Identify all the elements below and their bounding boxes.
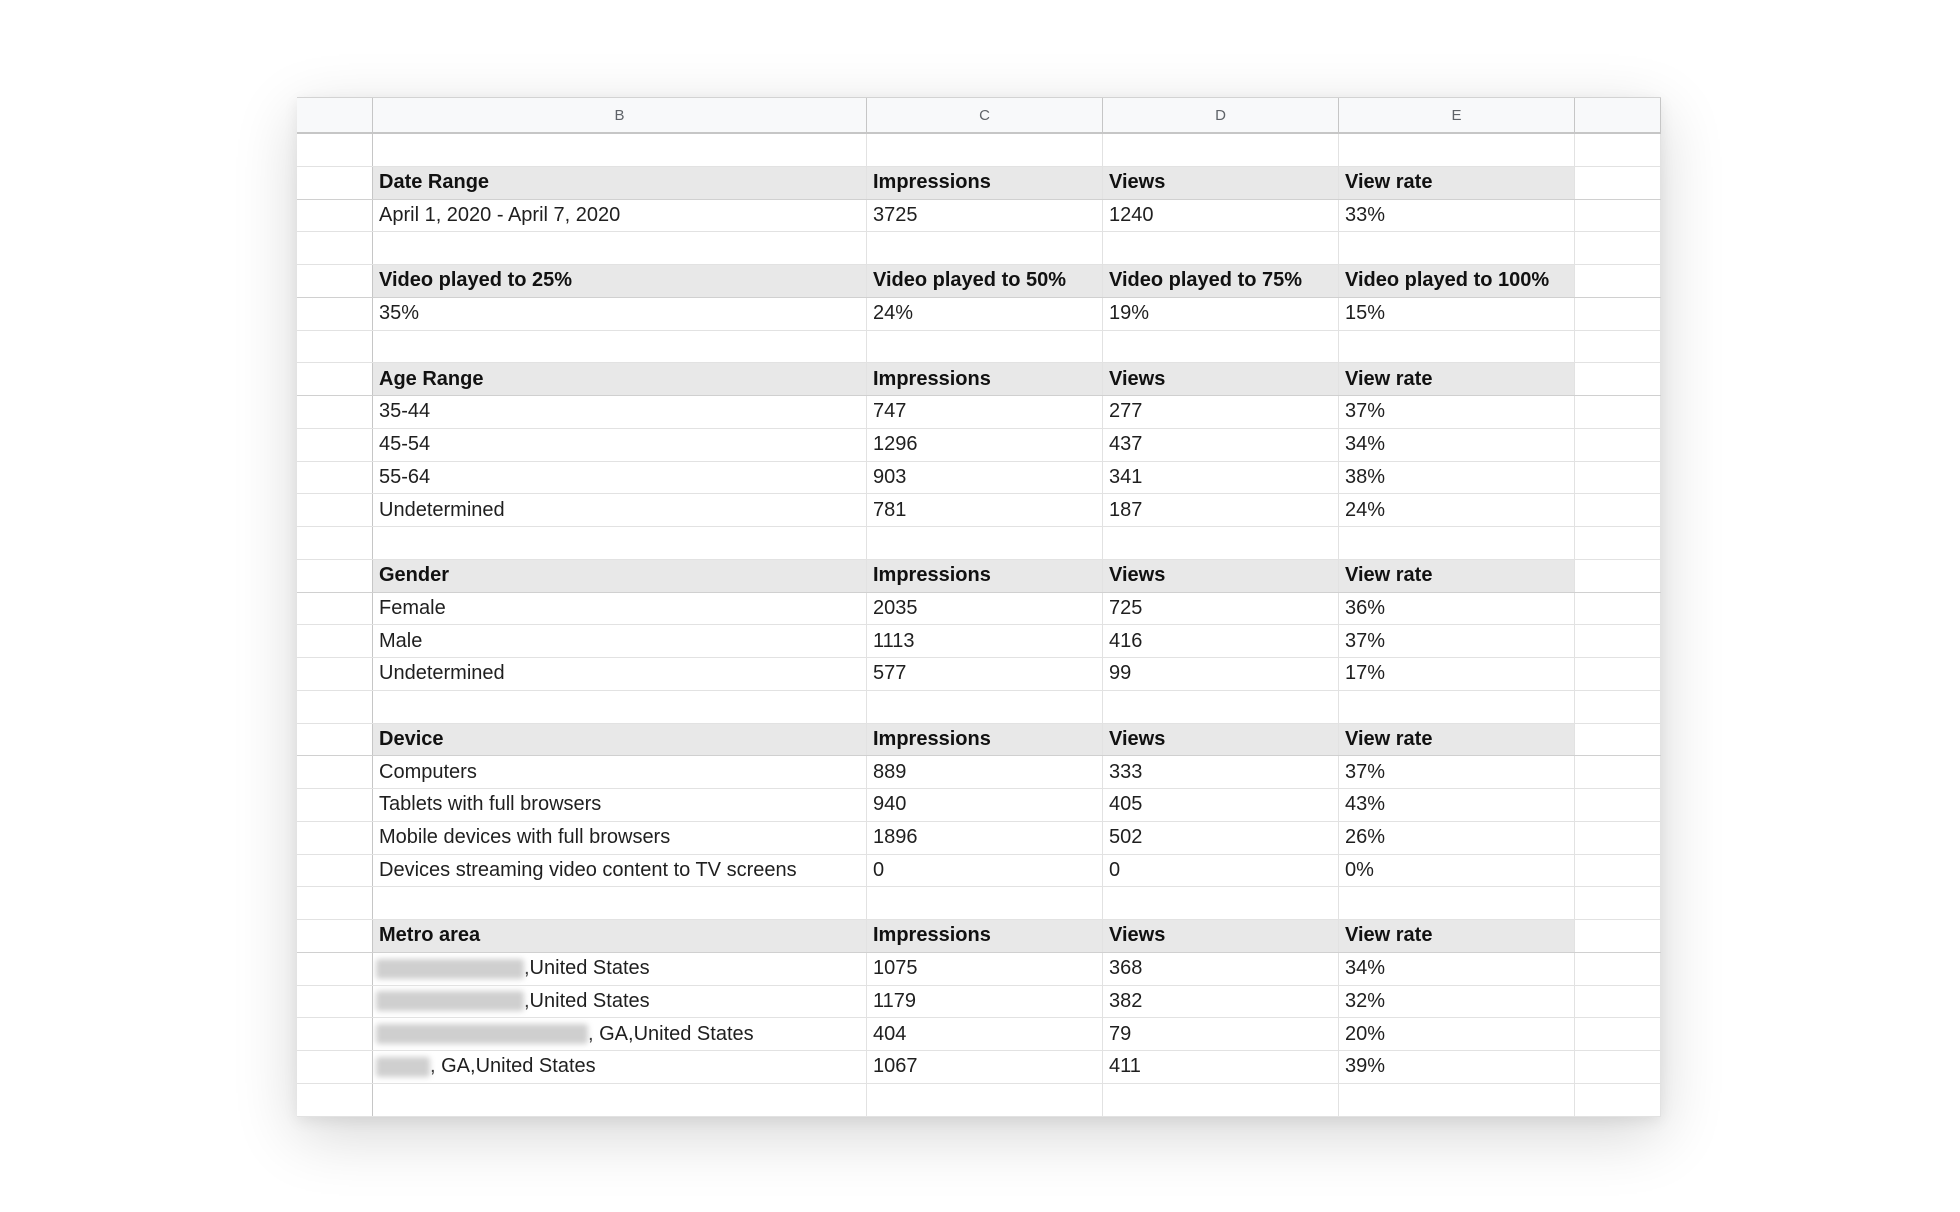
cell[interactable] [1575, 625, 1661, 657]
cell[interactable] [1103, 887, 1339, 919]
row-header[interactable] [297, 691, 373, 723]
header-cell[interactable]: View rate [1339, 363, 1575, 395]
header-cell[interactable]: Views [1103, 724, 1339, 756]
redacted-city [376, 1057, 430, 1077]
header-cell[interactable]: View rate [1339, 724, 1575, 756]
cell[interactable]: 17% [1339, 658, 1575, 690]
cell[interactable] [1339, 1084, 1575, 1116]
row-header[interactable] [297, 265, 373, 297]
cell[interactable]: 333 [1103, 756, 1339, 788]
cell[interactable] [1575, 986, 1661, 1018]
cell[interactable] [373, 232, 867, 264]
cell[interactable]: 1240 [1103, 200, 1339, 232]
row-header[interactable] [297, 167, 373, 199]
header-cell[interactable]: Video played to 75% [1103, 265, 1339, 297]
cell[interactable]: 35% [373, 298, 867, 330]
cell[interactable]: 79 [1103, 1018, 1339, 1050]
section-header-row [297, 724, 1661, 757]
cell-grid [297, 134, 1661, 1117]
metro-suffix: , GA,United States [430, 1055, 596, 1078]
table-row [297, 462, 1661, 495]
cell[interactable]: Undetermined [373, 494, 867, 526]
row-header[interactable] [297, 232, 373, 264]
table-row [297, 396, 1661, 429]
cell[interactable] [1575, 855, 1661, 887]
column-header-f[interactable] [1575, 98, 1661, 132]
cell[interactable] [867, 691, 1103, 723]
cell[interactable] [1575, 200, 1661, 232]
cell[interactable]: 32% [1339, 986, 1575, 1018]
row-header[interactable] [297, 658, 373, 690]
cell[interactable]: 37% [1339, 756, 1575, 788]
cell[interactable] [1575, 527, 1661, 559]
cell[interactable] [1575, 429, 1661, 461]
row-header[interactable] [297, 855, 373, 887]
header-cell[interactable]: Impressions [867, 920, 1103, 952]
header-cell[interactable]: Gender [373, 560, 867, 592]
cell[interactable]: Computers [373, 756, 867, 788]
cell[interactable]: April 1, 2020 - April 7, 2020 [373, 200, 867, 232]
cell[interactable]: 35-44 [373, 396, 867, 428]
cell[interactable] [867, 331, 1103, 363]
cell[interactable]: 725 [1103, 593, 1339, 625]
cell[interactable]: 99 [1103, 658, 1339, 690]
row-header[interactable] [297, 1084, 373, 1116]
table-row [297, 986, 1661, 1019]
empty-row [297, 691, 1661, 724]
row-header[interactable] [297, 887, 373, 919]
column-header-b[interactable]: B [373, 98, 867, 132]
header-cell[interactable]: View rate [1339, 560, 1575, 592]
column-header-e[interactable]: E [1339, 98, 1575, 132]
metro-suffix: ,United States [524, 989, 650, 1012]
cell[interactable]: 3725 [867, 200, 1103, 232]
cell[interactable]: 781 [867, 494, 1103, 526]
cell[interactable]: Female [373, 593, 867, 625]
header-cell[interactable]: Views [1103, 560, 1339, 592]
table-row [297, 855, 1661, 888]
row-header[interactable] [297, 560, 373, 592]
row-header[interactable] [297, 1051, 373, 1083]
section-header-row [297, 560, 1661, 593]
header-cell[interactable]: Video played to 25% [373, 265, 867, 297]
cell[interactable]: 940 [867, 789, 1103, 821]
table-row [297, 756, 1661, 789]
row-header[interactable] [297, 331, 373, 363]
cell[interactable]: 20% [1339, 1018, 1575, 1050]
cell[interactable]: 26% [1339, 822, 1575, 854]
cell[interactable] [1575, 396, 1661, 428]
cell[interactable]: 1896 [867, 822, 1103, 854]
row-header[interactable] [297, 756, 373, 788]
row-header[interactable] [297, 134, 373, 166]
select-all-corner[interactable] [297, 98, 373, 132]
header-cell[interactable]: Views [1103, 167, 1339, 199]
cell[interactable]: 341 [1103, 462, 1339, 494]
row-header[interactable] [297, 986, 373, 1018]
cell[interactable] [1575, 134, 1661, 166]
cell[interactable] [1575, 789, 1661, 821]
cell[interactable]: 2035 [867, 593, 1103, 625]
cell[interactable] [1339, 691, 1575, 723]
cell[interactable] [1575, 1018, 1661, 1050]
empty-row [297, 887, 1661, 920]
table-row [297, 822, 1661, 855]
cell[interactable]: 577 [867, 658, 1103, 690]
cell[interactable]: 24% [1339, 494, 1575, 526]
header-cell[interactable]: Views [1103, 920, 1339, 952]
empty-row [297, 331, 1661, 364]
cell[interactable]: 24% [867, 298, 1103, 330]
cell[interactable]: 404 [867, 1018, 1103, 1050]
header-cell[interactable]: Impressions [867, 363, 1103, 395]
cell[interactable]: 1113 [867, 625, 1103, 657]
header-cell[interactable]: Views [1103, 363, 1339, 395]
cell[interactable] [867, 527, 1103, 559]
cell[interactable] [1575, 822, 1661, 854]
cell[interactable]: 39% [1339, 1051, 1575, 1083]
header-cell[interactable]: Device [373, 724, 867, 756]
cell[interactable] [1575, 232, 1661, 264]
row-header[interactable] [297, 953, 373, 985]
cell[interactable]: Undetermined [373, 658, 867, 690]
cell[interactable] [373, 527, 867, 559]
cell[interactable] [1575, 953, 1661, 985]
cell[interactable]: 43% [1339, 789, 1575, 821]
cell[interactable]: 889 [867, 756, 1103, 788]
cell[interactable]: 38% [1339, 462, 1575, 494]
cell[interactable]: 187 [1103, 494, 1339, 526]
spreadsheet [297, 97, 1661, 1117]
cell[interactable]: 0% [1339, 855, 1575, 887]
cell[interactable] [373, 331, 867, 363]
row-header[interactable] [297, 396, 373, 428]
table-row [297, 789, 1661, 822]
cell[interactable] [1575, 691, 1661, 723]
cell[interactable] [1575, 593, 1661, 625]
cell[interactable]: 34% [1339, 429, 1575, 461]
table-row [297, 1018, 1661, 1051]
row-header[interactable] [297, 298, 373, 330]
cell[interactable] [373, 953, 867, 985]
header-cell[interactable]: Date Range [373, 167, 867, 199]
cell[interactable] [1103, 232, 1339, 264]
header-cell[interactable]: Age Range [373, 363, 867, 395]
row-header[interactable] [297, 625, 373, 657]
cell[interactable]: 1296 [867, 429, 1103, 461]
cell[interactable] [1575, 1051, 1661, 1083]
cell[interactable] [867, 887, 1103, 919]
cell[interactable] [1575, 658, 1661, 690]
cell[interactable] [1575, 724, 1661, 756]
cell[interactable]: 1067 [867, 1051, 1103, 1083]
cell[interactable] [1575, 920, 1661, 952]
table-row [297, 625, 1661, 658]
cell[interactable] [373, 134, 867, 166]
cell[interactable] [373, 986, 867, 1018]
row-header[interactable] [297, 920, 373, 952]
cell[interactable] [1339, 232, 1575, 264]
column-header-bar [297, 97, 1661, 134]
cell[interactable]: 33% [1339, 200, 1575, 232]
cell[interactable]: 1075 [867, 953, 1103, 985]
cell[interactable] [373, 1018, 867, 1050]
cell[interactable]: 0 [1103, 855, 1339, 887]
metro-suffix: , GA,United States [588, 1022, 754, 1045]
empty-row [297, 134, 1661, 167]
cell[interactable]: 368 [1103, 953, 1339, 985]
cell[interactable]: 437 [1103, 429, 1339, 461]
cell[interactable]: 36% [1339, 593, 1575, 625]
cell[interactable] [1339, 134, 1575, 166]
table-row [297, 429, 1661, 462]
cell[interactable] [1575, 887, 1661, 919]
cell[interactable] [373, 691, 867, 723]
header-cell[interactable]: View rate [1339, 920, 1575, 952]
header-cell[interactable]: Impressions [867, 167, 1103, 199]
cell[interactable] [1575, 1084, 1661, 1116]
cell[interactable] [1103, 527, 1339, 559]
cell[interactable] [1339, 887, 1575, 919]
cell[interactable] [1103, 134, 1339, 166]
cell[interactable] [1103, 691, 1339, 723]
cell[interactable]: 34% [1339, 953, 1575, 985]
table-row [297, 658, 1661, 691]
cell[interactable]: 502 [1103, 822, 1339, 854]
header-cell[interactable]: View rate [1339, 167, 1575, 199]
cell[interactable]: 37% [1339, 625, 1575, 657]
table-row [297, 298, 1661, 331]
cell[interactable]: 411 [1103, 1051, 1339, 1083]
cell[interactable] [373, 887, 867, 919]
column-header-d[interactable]: D [1103, 98, 1339, 132]
row-header[interactable] [297, 724, 373, 756]
row-header[interactable] [297, 200, 373, 232]
cell[interactable] [373, 1084, 867, 1116]
row-header[interactable] [297, 527, 373, 559]
redacted-city [376, 991, 524, 1011]
cell[interactable]: Tablets with full browsers [373, 789, 867, 821]
cell[interactable] [1575, 462, 1661, 494]
cell[interactable] [867, 1084, 1103, 1116]
cell[interactable] [1575, 331, 1661, 363]
redacted-city [376, 1024, 588, 1044]
cell[interactable]: Mobile devices with full browsers [373, 822, 867, 854]
row-header[interactable] [297, 789, 373, 821]
cell[interactable] [1575, 167, 1661, 199]
section-header-row [297, 920, 1661, 953]
redacted-city [376, 959, 524, 979]
header-cell[interactable]: Video played to 100% [1339, 265, 1575, 297]
header-cell[interactable]: Metro area [373, 920, 867, 952]
cell[interactable] [867, 232, 1103, 264]
cell[interactable]: 903 [867, 462, 1103, 494]
header-cell[interactable]: Impressions [867, 724, 1103, 756]
cell[interactable] [1103, 331, 1339, 363]
row-header[interactable] [297, 494, 373, 526]
row-header[interactable] [297, 1018, 373, 1050]
cell[interactable] [1575, 265, 1661, 297]
cell[interactable]: 1179 [867, 986, 1103, 1018]
cell[interactable]: Male [373, 625, 867, 657]
header-cell[interactable]: Impressions [867, 560, 1103, 592]
cell[interactable] [867, 134, 1103, 166]
table-row [297, 953, 1661, 986]
cell[interactable]: 55-64 [373, 462, 867, 494]
empty-row [297, 232, 1661, 265]
cell[interactable] [1575, 560, 1661, 592]
cell[interactable]: 382 [1103, 986, 1339, 1018]
cell[interactable]: Devices streaming video content to TV screens [373, 855, 867, 887]
cell[interactable]: 37% [1339, 396, 1575, 428]
row-header[interactable] [297, 822, 373, 854]
cell[interactable]: 277 [1103, 396, 1339, 428]
table-row [297, 494, 1661, 527]
row-header[interactable] [297, 593, 373, 625]
cell[interactable] [1575, 363, 1661, 395]
row-header[interactable] [297, 462, 373, 494]
cell[interactable]: 0 [867, 855, 1103, 887]
column-header-c[interactable]: C [867, 98, 1103, 132]
row-header[interactable] [297, 429, 373, 461]
section-header-row [297, 265, 1661, 298]
cell[interactable] [1339, 527, 1575, 559]
section-header-row [297, 363, 1661, 396]
cell[interactable] [1103, 1084, 1339, 1116]
cell[interactable]: 45-54 [373, 429, 867, 461]
cell[interactable] [373, 1051, 867, 1083]
cell[interactable]: 19% [1103, 298, 1339, 330]
table-row [297, 1051, 1661, 1084]
cell[interactable] [1575, 298, 1661, 330]
empty-row [297, 1084, 1661, 1117]
header-cell[interactable]: Video played to 50% [867, 265, 1103, 297]
cell[interactable] [1575, 494, 1661, 526]
metro-suffix: ,United States [524, 957, 650, 980]
section-header-row [297, 167, 1661, 200]
table-row [297, 593, 1661, 626]
empty-row [297, 527, 1661, 560]
cell[interactable]: 15% [1339, 298, 1575, 330]
cell[interactable]: 747 [867, 396, 1103, 428]
cell[interactable] [1575, 756, 1661, 788]
cell[interactable] [1339, 331, 1575, 363]
cell[interactable]: 405 [1103, 789, 1339, 821]
table-row [297, 200, 1661, 233]
cell[interactable]: 416 [1103, 625, 1339, 657]
row-header[interactable] [297, 363, 373, 395]
